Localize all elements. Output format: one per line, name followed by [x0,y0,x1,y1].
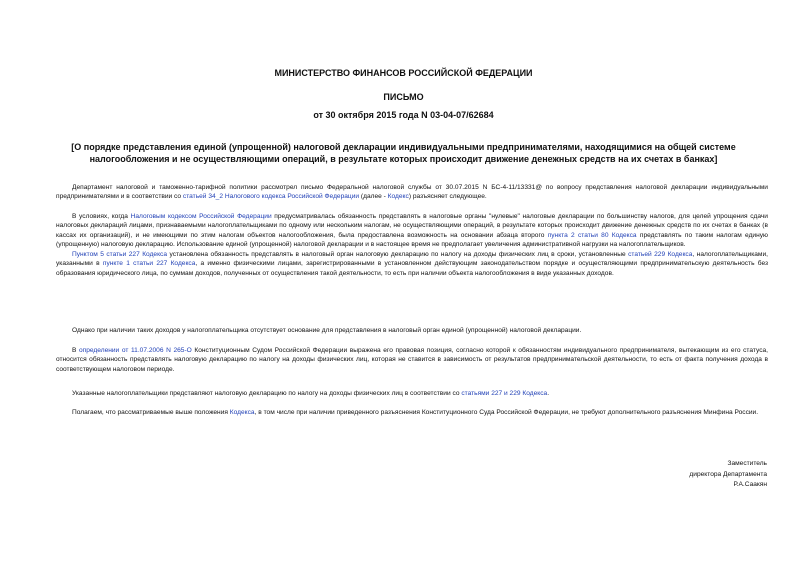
document-date-number: от 30 октября 2015 года N 03-04-07/62684 [313,110,494,120]
link-article-227-p1[interactable]: пункте 1 статьи 227 Кодекса [102,260,196,268]
paragraph-text: представлять по таким налогам единую (упрощенную) налоговую декларацию. Использование единой (упрощенной) налоговой декларации и в настоящее время не предполагает увеличения административной нагрузки на налогоплательщиков. [56,231,768,248]
paragraph-6 [56,389,768,398]
paragraph-text: (далее - [359,193,388,201]
link-code-2[interactable]: Кодекса [229,409,255,416]
link-article-229[interactable]: статьей 229 Кодекса [628,251,693,258]
paragraph-text: . [547,390,550,397]
link-article-227-p5[interactable]: Пунктом 5 статьи 227 Кодекса [72,251,168,258]
paragraph-text: , а именно физическими лицами, зарегистрированными в установленном действующим законодательством порядке и осуществляющими предпринимательскую деятельность без образования юридического лица, по суммам доходов, полученных от осуществления такой деятельности, то есть при наличии объекта налогообложения в виде указанных доходов. [56,260,769,277]
paragraph-text: установлена обязанность представлять в налоговый орган налоговую декларацию по налогу на доходы физических лиц в сроки, установленные [167,251,629,258]
paragraph-text: Конституционным Судом Российской Федерации выражена его правовая позиция, согласно которой к обязанностям индивидуального предпринимателя, вытекающим из его статуса, относится обязанность представлять налоговую декларацию по налогу на доходы физических лиц, которая не ставится в зависимость от результатов предпринимательской деятельности, то есть от факта получения дохода в соответствующем налоговом периоде. [56,347,768,373]
signature-name: Р.А.Саакян [733,481,767,488]
signature-block [689,459,767,491]
paragraph-text: Указанные налогоплательщики представляют налоговую декларацию по налогу на доходы физических лиц в соответствии со [72,390,462,397]
paragraph-text: Департамент налоговой и таможенно-тарифной политики рассмотрел письмо Федеральной налоговой службы от 30.07.2015 N БС-4-11/13331@ по вопросу представления налоговой декларации индивидуальными предпринимателями и в соответствии со [56,184,768,201]
paragraph-text: , налогоплательщиками, указанными в [56,251,768,268]
signature-title: Заместитель [727,460,767,467]
paragraph-text: Полагаем, что рассматриваемые выше положения [72,409,230,416]
paragraph-text: предусматривалась обязанность представлять в налоговые органы "нулевые" налоговые декларации по большинству налогов, для целей упрощения сдачи налоговых деклараций лицами, признаваемыми налогоплательщиками по одному или нескольким налогам, не осуществляющими операций, в результате которых происходит движение денежных средств по их счетах в банках (в кассах их организаций), и не имеющими по этим налогам объектов налогообложения, была предоставлена возможность на основании абзаца второго [56,213,768,239]
paragraph-text: , в том числе при наличии приведенного разъяснения Конституционного Суда Российской Федерации, не требуют дополнительного разъяснения Минфина России. [254,409,759,416]
link-court-ruling[interactable]: определении от 11.07.2006 N 265-О [79,347,192,354]
link-articles-227-229[interactable]: статьями 227 и 229 Кодекса [461,390,548,397]
paragraph-text: ) разъясняет следующее. [408,193,487,201]
paragraph-3 [56,250,768,278]
link-article-34-2[interactable]: статьей 34_2 Налогового кодекса Российской Федерации [182,193,360,201]
paragraph-4 [56,326,768,335]
link-tax-code[interactable]: Налоговым кодексом Российской Федерации [130,213,272,220]
link-article-80[interactable]: пункта 2 статьи 80 Кодекса [547,231,637,239]
document-subject: [О порядке представления единой (упрощенной) налоговой декларации индивидуальными предпринимателями, находящимися на общей системе налогообложения и не осуществляющими операций, в результате которых происходит движение денежных средств на их счетах в банках] [71,142,736,164]
paragraph-1 [56,183,768,202]
paragraph-text: Однако при наличии таких доходов у налогоплательщика отсутствует основание для представления в налоговый орган единой (упрощенной) налоговой декларации. [72,327,582,334]
paragraph-text: В условиях, когда [72,213,131,220]
document-type-heading: ПИСЬМО [383,92,424,102]
link-code[interactable]: Кодекс [387,193,409,201]
ministry-heading: МИНИСТЕРСТВО ФИНАНСОВ РОССИЙСКОЙ ФЕДЕРАЦИИ [274,68,533,78]
paragraph-7 [56,408,768,417]
paragraph-5 [56,346,768,374]
paragraph-2 [56,212,768,249]
signature-position: директора Департамента [689,470,767,478]
paragraph-text: В [72,347,79,354]
